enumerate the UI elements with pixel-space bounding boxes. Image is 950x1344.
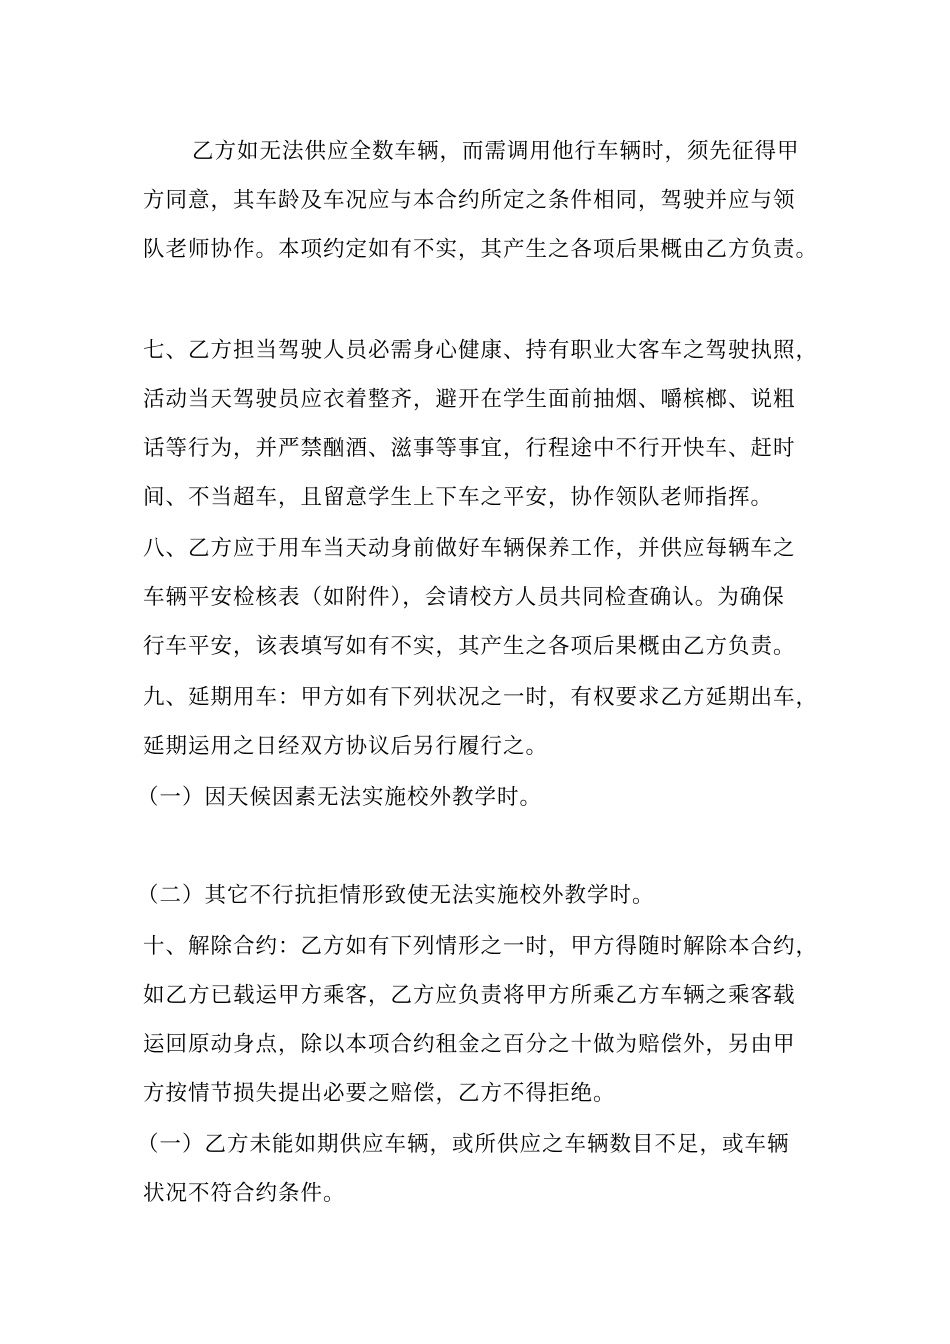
clause-9-item-2: （二）其它不行抗拒情形致使无法实施校外教学时。	[137, 883, 655, 908]
clause-8-line: 八、乙方应于用车当天动身前做好车辆保养工作，并供应每辆车之	[143, 536, 796, 561]
paragraph-line: 乙方如无法供应全数车辆，而需调用他行车辆时，须先征得甲	[192, 139, 800, 164]
clause-7-line: 间、不当超车，且留意学生上下车之平安，协作领队老师指挥。	[143, 485, 774, 510]
clause-10-item-1: （一）乙方未能如期供应车辆，或所供应之车辆数目不足，或车辆	[137, 1132, 790, 1157]
clause-10-line: 如乙方已载运甲方乘客，乙方应负责将甲方所乘乙方车辆之乘客载	[143, 983, 796, 1008]
clause-10-line: 方按情节损失提出必要之赔偿，乙方不得拒绝。	[143, 1081, 616, 1106]
clause-9-line: 九、延期用车：甲方如有下列状况之一时，有权要求乙方延期出车，	[143, 685, 819, 710]
clause-10-line: 十、解除合约：乙方如有下列情形之一时，甲方得随时解除本合约，	[143, 934, 819, 959]
clause-7-line: 活动当天驾驶员应衣着整齐，避开在学生面前抽烟、嚼槟榔、说粗	[143, 387, 796, 412]
clause-7-line: 七、乙方担当驾驶人员必需身心健康、持有职业大客车之驾驶执照，	[143, 338, 819, 363]
paragraph-line: 队老师协作。本项约定如有不实，其产生之各项后果概由乙方负责。	[143, 237, 819, 262]
clause-10-line: 运回原动身点，除以本项合约租金之百分之十做为赔偿外，另由甲	[143, 1032, 796, 1057]
clause-10-item-1: 状况不符合约条件。	[143, 1181, 346, 1206]
clause-9-item-1: （一）因天候因素无法实施校外教学时。	[137, 785, 543, 810]
clause-8-line: 车辆平安检核表（如附件），会请校方人员共同检查确认。为确保	[143, 585, 785, 610]
clause-7-line: 话等行为，并严禁酗酒、滋事等事宜，行程途中不行开快车、赶时	[143, 436, 796, 461]
clause-8-line: 行车平安，该表填写如有不实，其产生之各项后果概由乙方负责。	[143, 634, 796, 659]
clause-9-line: 延期运用之日经双方协议后另行履行之。	[143, 734, 549, 759]
paragraph-line: 方同意，其车龄及车况应与本合约所定之条件相同，驾驶并应与领	[143, 188, 796, 213]
